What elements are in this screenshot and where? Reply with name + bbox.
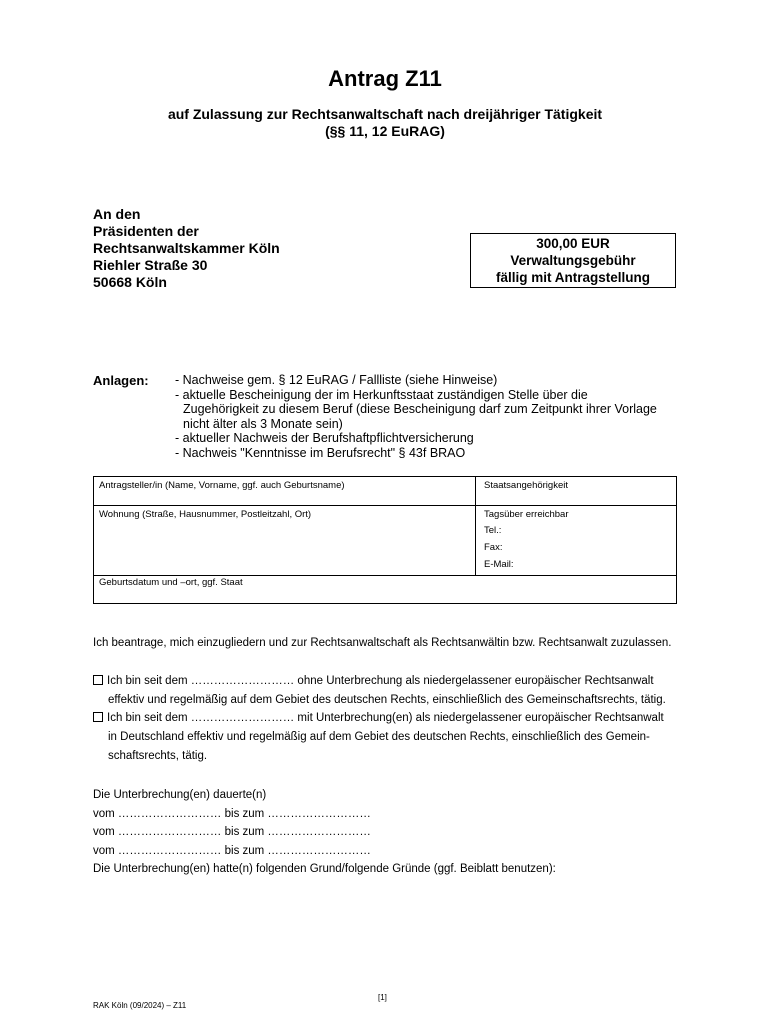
fee-due: fällig mit Antragstellung <box>495 270 650 285</box>
attachments-list <box>175 373 657 460</box>
residence-field[interactable]: Wohnung (Straße, Hausnummer, Postleitzahl, Ort) <box>99 509 312 520</box>
interruption-row[interactable]: vom ……………………… bis zum ……………………… <box>93 845 371 857</box>
email-field[interactable]: E-Mail: <box>484 559 514 570</box>
fax-field[interactable]: Fax: <box>484 542 503 553</box>
address-line: Rechtsanwaltskammer Köln <box>93 240 280 256</box>
subtitle-line: (§§ 11, 12 EuRAG) <box>325 123 445 139</box>
address-line: Riehler Straße 30 <box>93 257 208 273</box>
option-text: in Deutschland effektiv und regelmäßig auf dem Gebiet des deutschen Rechts, einschließlich des Gemein- <box>108 731 650 743</box>
footer-reference: RAK Köln (09/2024) – Z11 <box>93 1001 187 1010</box>
subtitle-line: auf Zulassung zur Rechtsanwaltschaft nach dreijähriger Tätigkeit <box>167 106 603 122</box>
document-subtitle <box>0 106 770 140</box>
option-text: Ich bin seit dem ……………………… mit Unterbrechung(en) als niedergelassener europäischer Rechtsanwalt <box>107 712 664 724</box>
address-line: 50668 Köln <box>93 274 167 290</box>
attachment-item: - Nachweis "Kenntnisse im Berufsrecht" § 43f BRAO <box>175 445 466 460</box>
address-line: An den <box>93 206 141 222</box>
interruption-reasons: Die Unterbrechung(en) hatte(n) folgenden Grund/folgende Gründe (ggf. Beiblatt benutzen): <box>93 863 556 875</box>
nationality-field[interactable]: Staatsangehörigkeit <box>484 480 568 491</box>
attachment-item: - aktueller Nachweis der Berufshaftpflichtversicherung <box>175 431 474 445</box>
checkbox-without-interruption[interactable] <box>93 675 103 685</box>
attachment-item: Zugehörigkeit zu diesem Beruf (diese Bescheinigung darf zum Zeitpunkt ihrer Vorlage <box>183 402 657 416</box>
attachment-item: nicht älter als 3 Monate sein) <box>183 416 343 431</box>
checkbox-with-interruption[interactable] <box>93 712 103 722</box>
option-with-interruption <box>93 712 664 724</box>
attachments-label: Anlagen: <box>93 373 149 388</box>
option-text: effektiv und regelmäßig auf dem Gebiet des deutschen Rechts, einschließlich des Gemeinschaftsrechts, tätig. <box>108 694 666 706</box>
interruptions-heading: Die Unterbrechung(en) dauerte(n) <box>93 789 267 801</box>
recipient-address <box>93 206 280 291</box>
interruption-row[interactable]: vom ……………………… bis zum ……………………… <box>93 826 371 838</box>
option-without-interruption <box>93 675 654 687</box>
applicant-name-field[interactable]: Antragsteller/in (Name, Vorname, ggf. auch Geburtsname) <box>99 480 345 491</box>
option-text: schaftsrechts, tätig. <box>108 750 208 762</box>
form-divider <box>475 477 476 575</box>
applicant-form <box>93 476 677 604</box>
option-text: Ich bin seit dem ……………………… ohne Unterbrechung als niedergelassener europäischer Rechtsanwalt <box>107 675 654 687</box>
form-divider <box>94 505 676 506</box>
form-divider <box>94 575 676 576</box>
tel-field[interactable]: Tel.: <box>484 525 502 536</box>
page-number: [1] <box>378 993 387 1002</box>
fee-label: Verwaltungsgebühr <box>510 253 636 268</box>
daytime-contact-label: Tagsüber erreichbar <box>484 509 569 520</box>
fee-box <box>470 233 676 288</box>
address-line: Präsidenten der <box>93 223 199 239</box>
document-title: Antrag Z11 <box>328 66 442 91</box>
interruption-row[interactable]: vom ……………………… bis zum ……………………… <box>93 808 371 820</box>
fee-amount: 300,00 EUR <box>536 236 610 251</box>
attachment-item: - Nachweise gem. § 12 EuRAG / Fallliste (siehe Hinweise) <box>175 373 498 387</box>
birth-field[interactable]: Geburtsdatum und –ort, ggf. Staat <box>99 577 243 588</box>
application-statement: Ich beantrage, mich einzugliedern und zur Rechtsanwaltschaft als Rechtsanwältin bzw. Rechtsanwalt zuzulassen. <box>93 637 672 649</box>
attachment-item: - aktuelle Bescheinigung der im Herkunftsstaat zuständigen Stelle über die <box>175 387 588 402</box>
